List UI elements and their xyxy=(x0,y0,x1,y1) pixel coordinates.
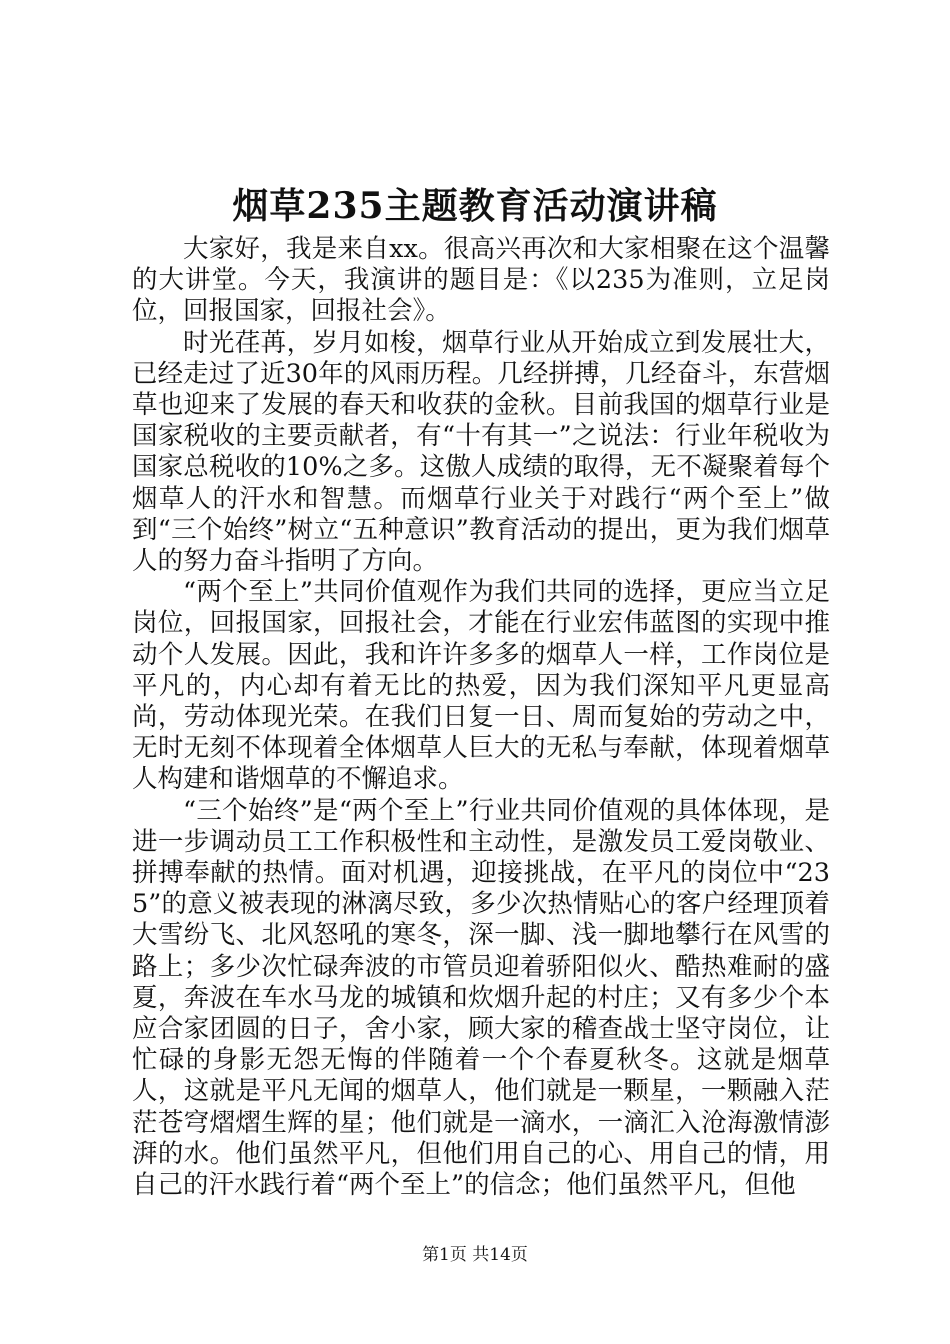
paragraph-three-always: “三个始终”是“两个至上”行业共同价值观的具体体现，是进一步调动员工工作积极性和主动性，是激发员工爱岗敬业、拼搏奉献的热情。面对机遇，迎接挑战，在平凡的岗位中“235”的意义被表现的淋漓尽致，多少次热情贴心的客户经理顶着大雪纷飞、北风怒吼的寒冬，深一脚、浅一脚地攀行在风雪的路上；多少次忙碌奔波的市管员迎着骄阳似火、酷热难耐的盛夏，奔波在车水马龙的城镇和炊烟升起的村庄；又有多少个本应合家团圆的日子，舍小家，顾大家的稽查战士坚守岗位，让忙碌的身影无怨无悔的伴随着一个个春夏秋冬。这就是烟草人，这就是平凡无闻的烟草人，他们就是一颗星，一颗融入茫茫苍穹熠熠生辉的星；他们就是一滴水，一滴汇入沧海激情澎湃的水。他们虽然平凡，但他们用自己的心、用自己的情，用自己的汗水践行着“两个至上”的信念；他们虽然平凡，但他 xyxy=(132,795,830,1201)
document-title: 烟草235主题教育活动演讲稿 xyxy=(232,185,718,227)
paragraph-greeting: 大家好，我是来自xx。很高兴再次和大家相聚在这个温馨的大讲堂。今天，我演讲的题目是：《以235为准则，立足岗位，回报国家，回报社会》。 xyxy=(132,234,830,327)
document-body xyxy=(132,234,830,1201)
page-number-footer: 第1页 共14页 xyxy=(422,1245,528,1265)
paragraph-history: 时光荏苒，岁月如梭，烟草行业从开始成立到发展壮大，已经走过了近30年的风雨历程。几经拼搏，几经奋斗，东营烟草也迎来了发展的春天和收获的金秋。目前我国的烟草行业是国家税收的主要贡献者，有“十有其一”之说法：行业年税收为国家总税收的10%之多。这傲人成绩的取得，无不凝聚着每个烟草人的汗水和智慧。而烟草行业关于对践行“两个至上”做到“三个始终”树立“五种意识”教育活动的提出，更为我们烟草人的努力奋斗指明了方向。 xyxy=(132,327,830,577)
paragraph-values: “两个至上”共同价值观作为我们共同的选择，更应当立足岗位，回报国家，回报社会，才能在行业宏伟蓝图的实现中推动个人发展。因此，我和许许多多的烟草人一样，工作岗位是平凡的，内心却有着无比的热爱，因为我们深知平凡更显高尚，劳动体现光荣。在我们日复一日、周而复始的劳动之中，无时无刻不体现着全体烟草人巨大的无私与奉献，体现着烟草人构建和谐烟草的不懈追求。 xyxy=(132,577,830,795)
